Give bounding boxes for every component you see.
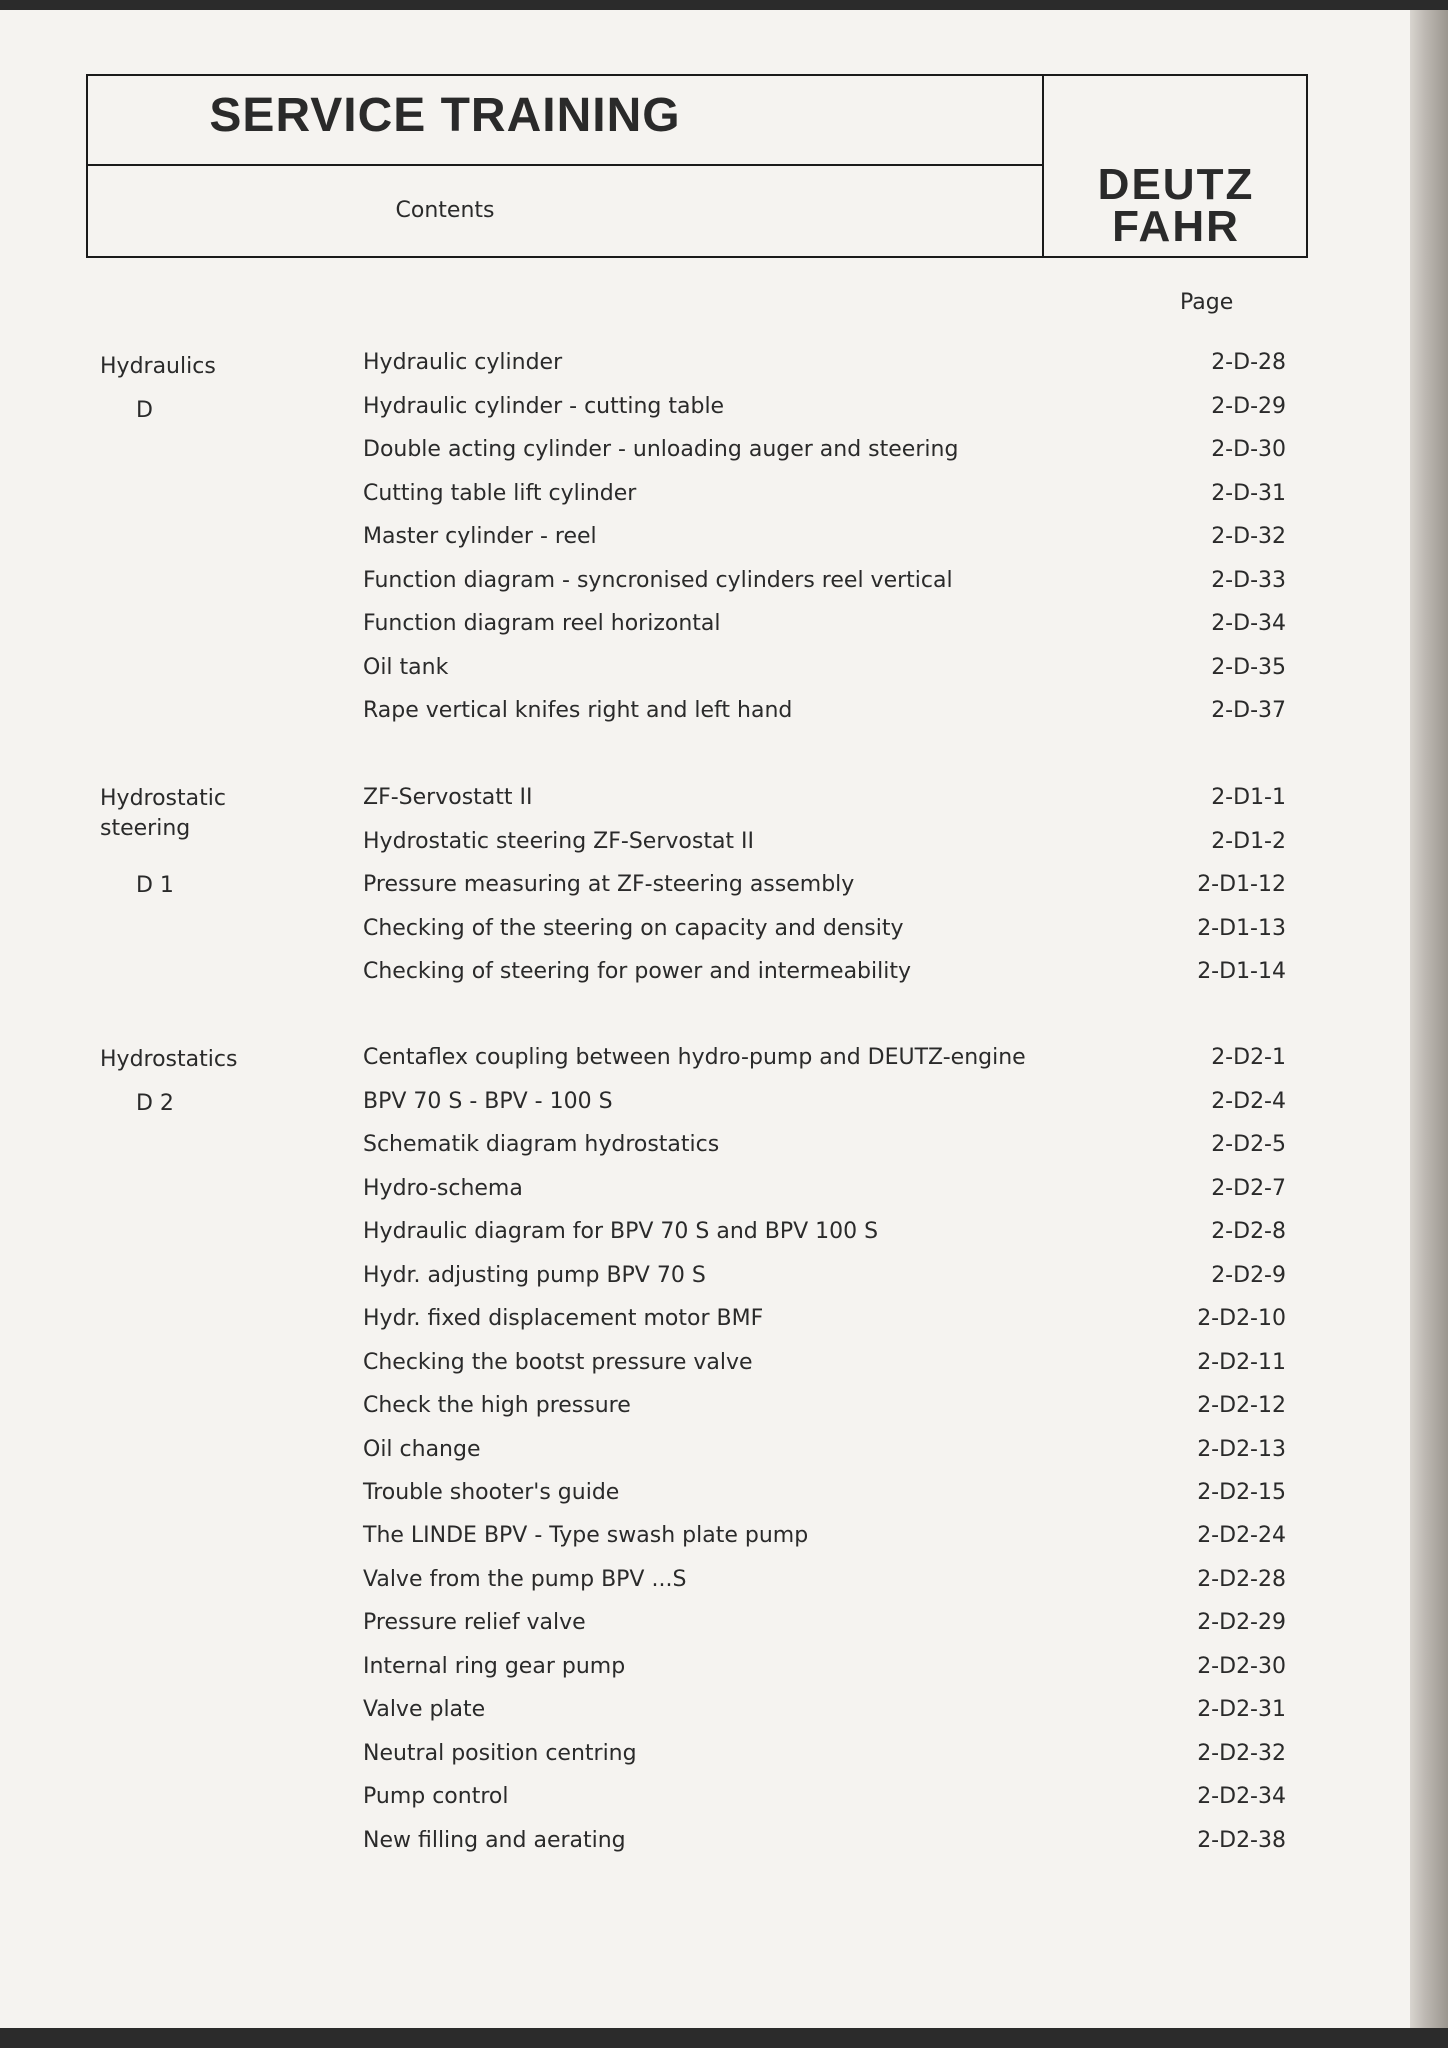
- toc-page: 2-D2-4: [1211, 1089, 1286, 1114]
- toc-entry: Hydraulic cylinder: [363, 350, 563, 375]
- toc-entry: BPV 70 S - BPV - 100 S: [363, 1089, 613, 1114]
- toc-entry: Hydraulic diagram for BPV 70 S and BPV 100 S: [363, 1219, 879, 1244]
- toc-entry: Rape vertical knifes right and left hand: [363, 698, 793, 723]
- toc-page: 2-D2-1: [1211, 1045, 1286, 1070]
- toc-page: 2-D-34: [1211, 611, 1286, 636]
- section-code: D 1: [136, 873, 174, 898]
- toc-entry: Neutral position centring: [363, 1741, 637, 1766]
- toc-entry: Schematik diagram hydrostatics: [363, 1132, 720, 1157]
- toc-entry: Oil tank: [363, 655, 449, 680]
- toc-entry: Cutting table lift cylinder: [363, 481, 637, 506]
- page-title: SERVICE TRAINING: [209, 89, 681, 142]
- toc-page: 2-D2-8: [1211, 1219, 1286, 1244]
- header-box: [86, 74, 1308, 258]
- toc-page: 2-D2-9: [1211, 1263, 1286, 1288]
- toc-page: 2-D1-1: [1211, 785, 1286, 810]
- toc-page: 2-D-35: [1211, 655, 1286, 680]
- section-title: Hydrostatics: [100, 1047, 238, 1072]
- toc-entry: Pump control: [363, 1784, 509, 1809]
- toc-entry: Master cylinder - reel: [363, 524, 597, 549]
- toc-page: 2-D2-7: [1211, 1176, 1286, 1201]
- toc-entry: Valve plate: [363, 1697, 486, 1722]
- toc-entry: Checking of steering for power and intermeability: [363, 959, 911, 984]
- toc-page: 2-D1-2: [1211, 829, 1286, 854]
- toc-page: 2-D-33: [1211, 568, 1286, 593]
- toc-page: 2-D-28: [1211, 350, 1286, 375]
- toc-page: 2-D2-29: [1197, 1610, 1286, 1635]
- toc-entry: Function diagram - syncronised cylinders reel vertical: [363, 568, 953, 593]
- book-spine: [1410, 10, 1448, 2028]
- section-code: D: [136, 398, 153, 423]
- section-code: D 2: [136, 1091, 174, 1116]
- brand-logo: [1048, 160, 1304, 251]
- toc-page: 2-D-30: [1211, 437, 1286, 462]
- toc-page: 2-D-31: [1211, 481, 1286, 506]
- toc-entry: Trouble shooter's guide: [363, 1480, 620, 1505]
- toc-page: 2-D2-11: [1197, 1350, 1286, 1375]
- toc-entry: Valve from the pump BPV ...S: [363, 1567, 687, 1592]
- toc-entry: Pressure relief valve: [363, 1610, 586, 1635]
- toc-entry: The LINDE BPV - Type swash plate pump: [363, 1523, 809, 1548]
- toc-page: 2-D2-12: [1197, 1393, 1286, 1418]
- toc-entry: ZF-Servostatt II: [363, 785, 533, 810]
- toc-entry: Hydro-schema: [363, 1176, 523, 1201]
- toc-page: 2-D-29: [1211, 394, 1286, 419]
- toc-page: 2-D2-13: [1197, 1437, 1286, 1462]
- toc-page: 2-D-37: [1211, 698, 1286, 723]
- toc-entry: Check the high pressure: [363, 1393, 631, 1418]
- toc-entry: Hydraulic cylinder - cutting table: [363, 394, 725, 419]
- toc-page: 2-D2-31: [1197, 1697, 1286, 1722]
- toc-entry: Double acting cylinder - unloading auger and steering: [363, 437, 959, 462]
- page-subtitle: Contents: [395, 198, 495, 223]
- toc-page: 2-D2-38: [1197, 1828, 1286, 1853]
- section-title: Hydraulics: [100, 354, 216, 379]
- toc-entry: Internal ring gear pump: [363, 1654, 626, 1679]
- toc-page: 2-D1-13: [1197, 916, 1286, 941]
- toc-page: 2-D2-32: [1197, 1741, 1286, 1766]
- toc-entry: Oil change: [363, 1437, 481, 1462]
- toc-page: 2-D2-34: [1197, 1784, 1286, 1809]
- toc-entry: Hydr. fixed displacement motor BMF: [363, 1306, 764, 1331]
- toc-entry: Checking of the steering on capacity and density: [363, 916, 904, 941]
- toc-page: 2-D2-28: [1197, 1567, 1286, 1592]
- toc-page: 2-D2-24: [1197, 1523, 1286, 1548]
- toc-entry: Pressure measuring at ZF-steering assembly: [363, 872, 855, 897]
- toc-page: 2-D2-10: [1197, 1306, 1286, 1331]
- toc-entry: New filling and aerating: [363, 1828, 626, 1853]
- toc-entry: Hydrostatic steering ZF-Servostat II: [363, 829, 755, 854]
- section-title: Hydrostatic steering: [100, 786, 226, 841]
- toc-page: 2-D2-30: [1197, 1654, 1286, 1679]
- toc-page: 2-D1-14: [1197, 959, 1286, 984]
- toc-page: 2-D1-12: [1197, 872, 1286, 897]
- logo-line-2: FAHR: [1112, 202, 1240, 251]
- toc-entry: Checking the bootst pressure valve: [363, 1350, 753, 1375]
- toc-entry: Hydr. adjusting pump BPV 70 S: [363, 1263, 706, 1288]
- toc-page: 2-D2-5: [1211, 1132, 1286, 1157]
- toc-entry: Function diagram reel horizontal: [363, 611, 721, 636]
- page-column-label: Page: [1180, 290, 1234, 315]
- toc-entry: Centaflex coupling between hydro-pump and DEUTZ-engine: [363, 1045, 1026, 1070]
- logo-line-1: DEUTZ: [1097, 160, 1255, 209]
- toc-page: 2-D-32: [1211, 524, 1286, 549]
- toc-page: 2-D2-15: [1197, 1480, 1286, 1505]
- header-divider: [88, 164, 1042, 166]
